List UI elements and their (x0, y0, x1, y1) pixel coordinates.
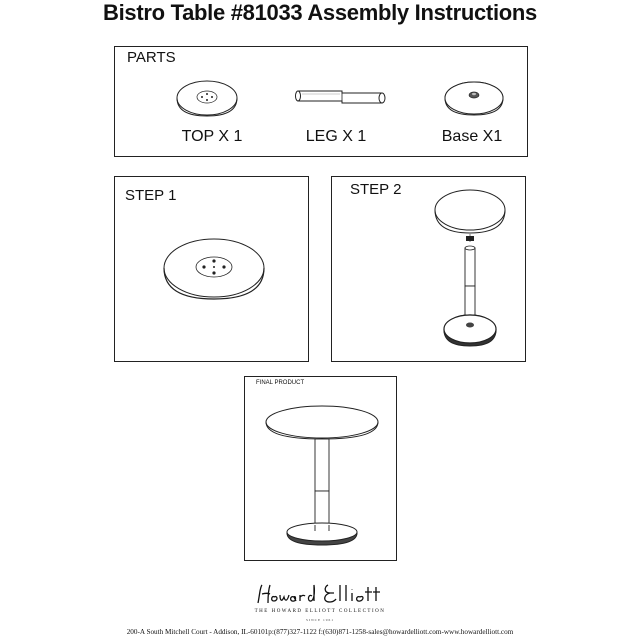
table-leg-icon (294, 88, 388, 106)
table-base-icon (443, 76, 505, 118)
page-title: Bistro Table #81033 Assembly Instructions (103, 0, 537, 25)
part-label-leg: LEG X 1 (305, 128, 367, 145)
step1-table-top-illustration (162, 236, 266, 302)
table-top-icon (176, 76, 238, 118)
parts-heading: PARTS (127, 49, 176, 66)
brand-tagline: THE HOWARD ELLIOTT COLLECTION (254, 609, 386, 614)
footer-address: 200-A South Mitchell Court - Addison, IL-60101p:(877)327-1122 f:(630)871-1258-sales@howardelliott.com-www.howardelliott.com (126, 628, 514, 636)
step2-heading: STEP 2 (350, 181, 402, 198)
final-table-illustration (264, 405, 380, 547)
step2-exploded-table-illustration (432, 188, 508, 350)
howard-elliott-signature-logo (254, 583, 386, 605)
part-label-base: Base X1 (441, 128, 503, 145)
step1-heading: STEP 1 (125, 187, 177, 204)
brand-since: SINCE 1961 (306, 618, 334, 622)
part-label-top: TOP X 1 (181, 128, 243, 145)
final-product-heading: FINAL PRODUCT (256, 380, 305, 386)
